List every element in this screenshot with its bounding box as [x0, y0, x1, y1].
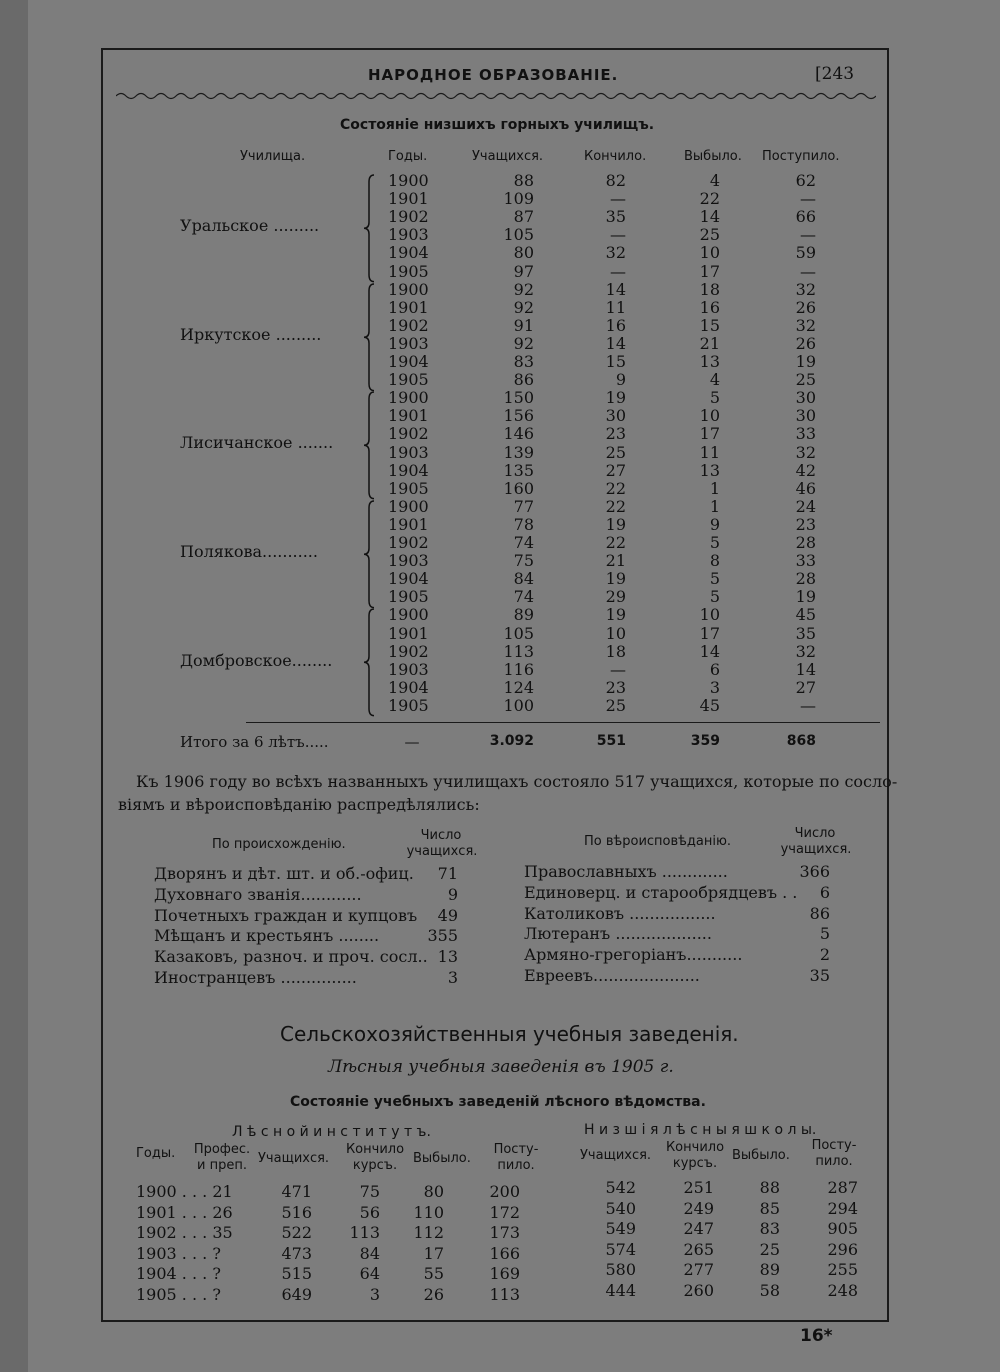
table-cell: 1905 — [388, 261, 429, 281]
table-cell: 1903 — [388, 442, 429, 462]
table-cell: 17 — [699, 261, 720, 281]
schools-header-entered-1: Посту- — [811, 1138, 857, 1153]
table-cell: 45 — [795, 605, 816, 625]
table-cell: 66 — [795, 207, 816, 227]
table-cell: 56 — [359, 1202, 380, 1222]
origin-header: По происхожденію. — [212, 837, 346, 852]
table-cell: 26 — [423, 1285, 444, 1304]
table-cell: 649 — [281, 1285, 312, 1304]
table-cell: 1904 — [388, 569, 429, 589]
table-cell: 549 — [605, 1219, 636, 1239]
table-cell: 1901 — [388, 297, 429, 317]
table-cell: 109 — [503, 189, 534, 209]
table-cell: 105 — [503, 225, 534, 245]
table-cell: 112 — [413, 1223, 444, 1243]
table-cell: 1903 — [388, 333, 429, 353]
total-label: Итого за 6 лѣтъ..... — [180, 733, 329, 751]
table-cell: 17 — [699, 424, 720, 444]
table-cell: 1902 — [388, 207, 429, 227]
table-cell: 92 — [513, 297, 534, 317]
table-cell: 1904 . . . ? — [136, 1264, 221, 1284]
table-cell: 265 — [683, 1239, 714, 1259]
table-cell: — — [610, 261, 626, 281]
table-cell: 74 — [513, 533, 534, 552]
table-cell: 24 — [795, 496, 816, 516]
table-cell: 471 — [281, 1182, 312, 1201]
agri-subtitle: Лѣсныя учебныя заведенія въ 1905 г. — [328, 1057, 674, 1077]
origin-count-header-1: Число — [420, 828, 462, 843]
group-header-schools: Н и з ш і я л ѣ с н ы я ш к о л ы. — [584, 1122, 817, 1138]
table-cell: 172 — [489, 1202, 520, 1222]
table-cell: 25 — [699, 225, 720, 245]
table-cell: — — [610, 189, 626, 209]
forestry-header-prof-1: Профес. — [193, 1142, 251, 1157]
table-cell: 25 — [759, 1239, 780, 1259]
table-cell: 100 — [503, 695, 534, 715]
brace-icon — [362, 608, 376, 717]
wavy-divider — [116, 90, 876, 102]
origin-row-label: Духовнаго званія............ — [154, 884, 362, 904]
table-cell: 580 — [605, 1260, 636, 1280]
origin-row-label: Иностранцевъ ............... — [154, 968, 357, 987]
table-cell: 75 — [359, 1182, 380, 1201]
table-cell: — — [800, 695, 816, 715]
table-cell: 28 — [795, 533, 816, 552]
table-cell: 251 — [683, 1178, 714, 1197]
table-cell: 277 — [683, 1260, 714, 1280]
table-cell: 82 — [605, 171, 626, 190]
school-name: Полякова........... — [180, 542, 318, 562]
table-cell: 5 — [709, 569, 720, 589]
table-cell: 150 — [503, 388, 534, 408]
table-cell: 64 — [359, 1264, 380, 1284]
table-cell: 80 — [513, 243, 534, 263]
table-cell: 1902 . . . 35 — [136, 1223, 233, 1243]
table-cell: 22 — [699, 189, 720, 209]
table-cell: 3 — [709, 677, 720, 697]
religion-count-header-1: Число — [794, 826, 836, 841]
table-cell: 45 — [699, 695, 720, 715]
col-header-finished: Кончило. — [584, 149, 647, 164]
table-cell: 30 — [795, 406, 816, 426]
table-cell: 78 — [513, 514, 534, 534]
table-cell: 1902 — [388, 533, 429, 552]
table-cell: 248 — [827, 1281, 858, 1300]
forestry-header-left: Выбыло. — [413, 1151, 471, 1166]
table-cell: 25 — [605, 442, 626, 462]
table-cell: 5 — [709, 533, 720, 552]
table-cell: 11 — [699, 442, 720, 462]
forestry-header-entered-2: пило. — [497, 1158, 535, 1173]
table-cell: 9 — [615, 370, 626, 390]
table-rule — [246, 722, 880, 723]
table-cell: 19 — [795, 587, 816, 607]
table-cell: 160 — [503, 478, 534, 498]
table-cell: 135 — [503, 460, 534, 480]
table-cell: 247 — [683, 1219, 714, 1239]
table-cell: 113 — [503, 641, 534, 661]
table-cell: 1901 — [388, 623, 429, 643]
brace-icon — [362, 391, 376, 500]
table-cell: 80 — [423, 1182, 444, 1201]
table-cell: 1902 — [388, 315, 429, 335]
table-cell: 4 — [709, 370, 720, 390]
table-cell: — — [800, 189, 816, 209]
table-cell: 13 — [699, 352, 720, 371]
table-cell: 22 — [605, 533, 626, 552]
table-cell: 296 — [827, 1239, 858, 1259]
table-cell: 139 — [503, 442, 534, 462]
table-cell: 33 — [795, 551, 816, 571]
table-cell: 4 — [709, 171, 720, 190]
religion-row-count: 86 — [809, 903, 830, 923]
table-cell: 8 — [709, 551, 720, 571]
table-cell: 10 — [699, 406, 720, 426]
table-cell: 1905 . . . ? — [136, 1285, 221, 1304]
table-cell: 27 — [605, 460, 626, 480]
table-cell: 35 — [795, 623, 816, 643]
table-cell: 1904 — [388, 352, 429, 371]
table-cell: 116 — [503, 659, 534, 679]
table-cell: 62 — [795, 171, 816, 190]
religion-row-count: 366 — [799, 862, 830, 881]
schools-header-finished-1: Кончило — [665, 1140, 725, 1155]
col-header-years: Годы. — [388, 149, 428, 164]
table-cell: 92 — [513, 279, 534, 299]
origin-row-count: 3 — [447, 968, 458, 987]
table-cell: 23 — [795, 514, 816, 534]
forestry-header-prof-2: и преп. — [197, 1158, 247, 1173]
religion-row-count: 35 — [809, 966, 830, 985]
table-cell: 19 — [605, 514, 626, 534]
table-cell: 1905 — [388, 478, 429, 498]
total-years: — — [404, 733, 420, 751]
table-cell: 15 — [605, 352, 626, 371]
table-cell: 59 — [795, 243, 816, 263]
table-cell: 473 — [281, 1243, 312, 1263]
table-cell: 85 — [759, 1198, 780, 1218]
table-cell: 55 — [423, 1264, 444, 1284]
table-cell: 1 — [709, 478, 720, 498]
religion-row-label: Евреевъ..................... — [524, 966, 700, 985]
brace-icon — [362, 174, 376, 283]
schools-header-entered-2: пило. — [815, 1154, 853, 1169]
table-cell: 10 — [699, 605, 720, 625]
forestry-header-entered-1: Посту- — [493, 1142, 539, 1157]
origin-count-header-2: учащихся. — [406, 844, 478, 859]
religion-count-header-2: учащихся. — [780, 842, 852, 857]
table-cell: 515 — [281, 1264, 312, 1284]
table-cell: 92 — [513, 333, 534, 353]
table-cell: 58 — [759, 1281, 780, 1300]
table-cell: 89 — [759, 1260, 780, 1280]
table-cell: 124 — [503, 677, 534, 697]
table-cell: 1905 — [388, 587, 429, 607]
table-cell: 32 — [795, 442, 816, 462]
table-cell: 42 — [795, 460, 816, 480]
table-cell: 200 — [489, 1182, 520, 1201]
group-header-institute: Л ѣ с н о й и н с т и т у т ъ. — [232, 1124, 431, 1140]
table-cell: 10 — [699, 243, 720, 263]
religion-row-label: Православныхъ ............. — [524, 862, 728, 881]
table-cell: 1901 — [388, 514, 429, 534]
religion-row-count: 2 — [819, 945, 830, 965]
table-cell: 9 — [709, 514, 720, 534]
table-cell: 1900 . . . 21 — [136, 1182, 233, 1201]
table-cell: 84 — [359, 1243, 380, 1263]
table-cell: 23 — [605, 677, 626, 697]
origin-row-count: 13 — [437, 947, 458, 967]
table-cell: 294 — [827, 1198, 858, 1218]
table-cell: 30 — [795, 388, 816, 408]
table-cell: 16 — [605, 315, 626, 335]
table-cell: 1901 . . . 26 — [136, 1202, 233, 1222]
table-cell: 146 — [503, 424, 534, 444]
table-cell: 516 — [281, 1202, 312, 1222]
origin-row-count: 71 — [437, 864, 458, 883]
forestry-table-title: Состояніе учебныхъ заведеній лѣсного вѣдомства. — [290, 1094, 706, 1110]
table-cell: 1904 — [388, 677, 429, 697]
table-cell: 19 — [605, 388, 626, 408]
table-cell: 83 — [513, 352, 534, 371]
col-header-entered: Поступило. — [762, 149, 840, 164]
table-cell: 1 — [709, 496, 720, 516]
religion-row-label: Лютеранъ ................... — [524, 924, 712, 944]
book-spine — [0, 0, 28, 1372]
table-cell: 46 — [795, 478, 816, 498]
table-cell: 25 — [795, 370, 816, 390]
religion-header: По вѣроисповѣданію. — [584, 834, 732, 849]
table-cell: 5 — [709, 388, 720, 408]
table-cell: 249 — [683, 1198, 714, 1218]
forestry-header-students: Учащихся. — [258, 1151, 330, 1166]
table-cell: 83 — [759, 1219, 780, 1239]
col-header-students: Учащихся. — [472, 149, 544, 164]
table-cell: 18 — [605, 641, 626, 661]
table-cell: 91 — [513, 315, 534, 335]
table-cell: 5 — [709, 587, 720, 607]
table-cell: 1905 — [388, 695, 429, 715]
religion-row-count: 6 — [819, 882, 830, 902]
table-cell: 15 — [699, 315, 720, 335]
table-cell: 542 — [605, 1178, 636, 1197]
table-cell: — — [800, 225, 816, 245]
table-cell: 287 — [827, 1178, 858, 1197]
table-cell: 19 — [605, 569, 626, 589]
table-cell: 88 — [513, 171, 534, 190]
table-cell: 14 — [795, 659, 816, 679]
table-cell: 156 — [503, 406, 534, 426]
table-cell: 75 — [513, 551, 534, 571]
table-cell: 1905 — [388, 370, 429, 390]
table-cell: 113 — [489, 1285, 520, 1304]
table-cell: 1904 — [388, 460, 429, 480]
table-cell: 1903 — [388, 225, 429, 245]
table-cell: 88 — [759, 1178, 780, 1197]
religion-row-count: 5 — [819, 924, 830, 944]
table-cell: 97 — [513, 261, 534, 281]
running-header-title: НАРОДНОЕ ОБРАЗОВАНІЕ. — [368, 66, 619, 84]
table-cell: 169 — [489, 1264, 520, 1284]
table-cell: 84 — [513, 569, 534, 589]
brace-icon — [362, 283, 376, 392]
table-cell: 16 — [699, 297, 720, 317]
table-cell: 21 — [699, 333, 720, 353]
table-cell: 105 — [503, 623, 534, 643]
school-name: Лисичанское ....... — [180, 433, 334, 453]
schools-header-students: Учащихся. — [580, 1148, 652, 1163]
table-cell: 10 — [605, 623, 626, 643]
table-cell: 22 — [605, 478, 626, 498]
origin-row-count: 49 — [437, 905, 458, 925]
table-cell: 86 — [513, 370, 534, 390]
table-cell: 905 — [827, 1219, 858, 1239]
table-cell: 28 — [795, 569, 816, 589]
table-cell: 1904 — [388, 243, 429, 263]
total-students: 3.092 — [489, 733, 534, 749]
table-cell: 32 — [795, 315, 816, 335]
table-cell: 574 — [605, 1239, 636, 1259]
header-page-number: [243 — [815, 64, 855, 84]
table-cell: 17 — [699, 623, 720, 643]
table-cell: 14 — [699, 207, 720, 227]
table-cell: 77 — [513, 496, 534, 516]
col-header-schools: Училища. — [240, 149, 306, 164]
paragraph-line-2: віямъ и вѣроисповѣданію распредѣлялись: — [118, 795, 480, 814]
page-mark: 16* — [800, 1326, 833, 1346]
origin-row-label: Почетныхъ граждан и купцовъ — [154, 905, 418, 925]
religion-row-label: Армяно-грегоріанъ........... — [524, 945, 743, 965]
table-cell: 19 — [605, 605, 626, 625]
table-cell: 1900 — [388, 496, 429, 516]
table-cell: 110 — [413, 1202, 444, 1222]
brace-icon — [362, 500, 376, 609]
table-cell: 1900 — [388, 388, 429, 408]
table-cell: 113 — [349, 1223, 380, 1243]
table-cell: 21 — [605, 551, 626, 571]
table-cell: 166 — [489, 1243, 520, 1263]
table-cell: 32 — [605, 243, 626, 263]
table-cell: 30 — [605, 406, 626, 426]
table-cell: 26 — [795, 333, 816, 353]
table-cell: 1901 — [388, 406, 429, 426]
table-cell: 25 — [605, 695, 626, 715]
school-name: Уральское ......... — [180, 216, 320, 236]
origin-row-label: Дворянъ и дѣт. шт. и об.-офиц. — [154, 864, 414, 883]
forestry-header-finished-1: Кончило — [345, 1142, 405, 1157]
table-cell: 32 — [795, 279, 816, 299]
table-cell: 173 — [489, 1223, 520, 1243]
table-cell: 13 — [699, 460, 720, 480]
table-cell: 1903 . . . ? — [136, 1243, 221, 1263]
table-cell: 33 — [795, 424, 816, 444]
col-header-left: Выбыло. — [684, 149, 742, 164]
table-cell: 89 — [513, 605, 534, 625]
school-name: Домбровское........ — [180, 650, 333, 670]
table-cell: 11 — [605, 297, 626, 317]
table-cell: 19 — [795, 352, 816, 371]
religion-row-label: Единоверц. и старообрядцевъ . . — [524, 882, 798, 902]
table-cell: 6 — [709, 659, 720, 679]
total-finished: 551 — [596, 733, 626, 749]
table-cell: 14 — [605, 279, 626, 299]
table-cell: — — [800, 261, 816, 281]
table-cell: 1900 — [388, 279, 429, 299]
table-cell: 23 — [605, 424, 626, 444]
schools-header-finished-2: курсъ. — [672, 1156, 718, 1171]
table-cell: 87 — [513, 207, 534, 227]
mining-table-title: Состояніе низшихъ горныхъ училищъ. — [340, 117, 655, 133]
table-cell: 17 — [423, 1243, 444, 1263]
religion-row-label: Католиковъ ................. — [524, 903, 716, 923]
origin-row-label: Казаковъ, разноч. и проч. сосл.. — [154, 947, 428, 967]
table-cell: 35 — [605, 207, 626, 227]
school-name: Иркутское ......... — [180, 324, 322, 344]
table-cell: 1902 — [388, 641, 429, 661]
table-cell: — — [610, 225, 626, 245]
total-left: 359 — [690, 733, 720, 749]
table-cell: 3 — [369, 1285, 380, 1304]
table-cell: 14 — [699, 641, 720, 661]
table-cell: 18 — [699, 279, 720, 299]
paragraph-line-1: Къ 1906 году во всѣхъ названныхъ училищахъ состояло 517 учащихся, которые по сосло- — [136, 772, 898, 791]
table-cell: 29 — [605, 587, 626, 607]
total-entered: 868 — [786, 733, 816, 749]
table-cell: 1903 — [388, 551, 429, 571]
table-cell: 1900 — [388, 605, 429, 625]
origin-row-count: 355 — [427, 926, 458, 946]
table-cell: 1901 — [388, 189, 429, 209]
table-cell: 32 — [795, 641, 816, 661]
table-cell: 444 — [605, 1281, 636, 1300]
table-cell: 1902 — [388, 424, 429, 444]
table-cell: 22 — [605, 496, 626, 516]
forestry-header-finished-2: курсъ. — [352, 1158, 398, 1173]
table-cell: 1903 — [388, 659, 429, 679]
table-cell: 74 — [513, 587, 534, 607]
schools-header-left: Выбыло. — [732, 1148, 790, 1163]
forestry-header-years: Годы. — [136, 1146, 176, 1161]
table-cell: 255 — [827, 1260, 858, 1280]
origin-row-count: 9 — [447, 884, 458, 904]
table-cell: 260 — [683, 1281, 714, 1300]
table-cell: 26 — [795, 297, 816, 317]
table-cell: 14 — [605, 333, 626, 353]
origin-row-label: Мѣщанъ и крестьянъ ........ — [154, 926, 380, 946]
table-cell: 540 — [605, 1198, 636, 1218]
table-cell: 27 — [795, 677, 816, 697]
table-cell: 1900 — [388, 171, 429, 190]
table-cell: 522 — [281, 1223, 312, 1243]
table-cell: — — [610, 659, 626, 679]
agri-section-title: Сельскохозяйственныя учебныя заведенія. — [280, 1022, 739, 1046]
